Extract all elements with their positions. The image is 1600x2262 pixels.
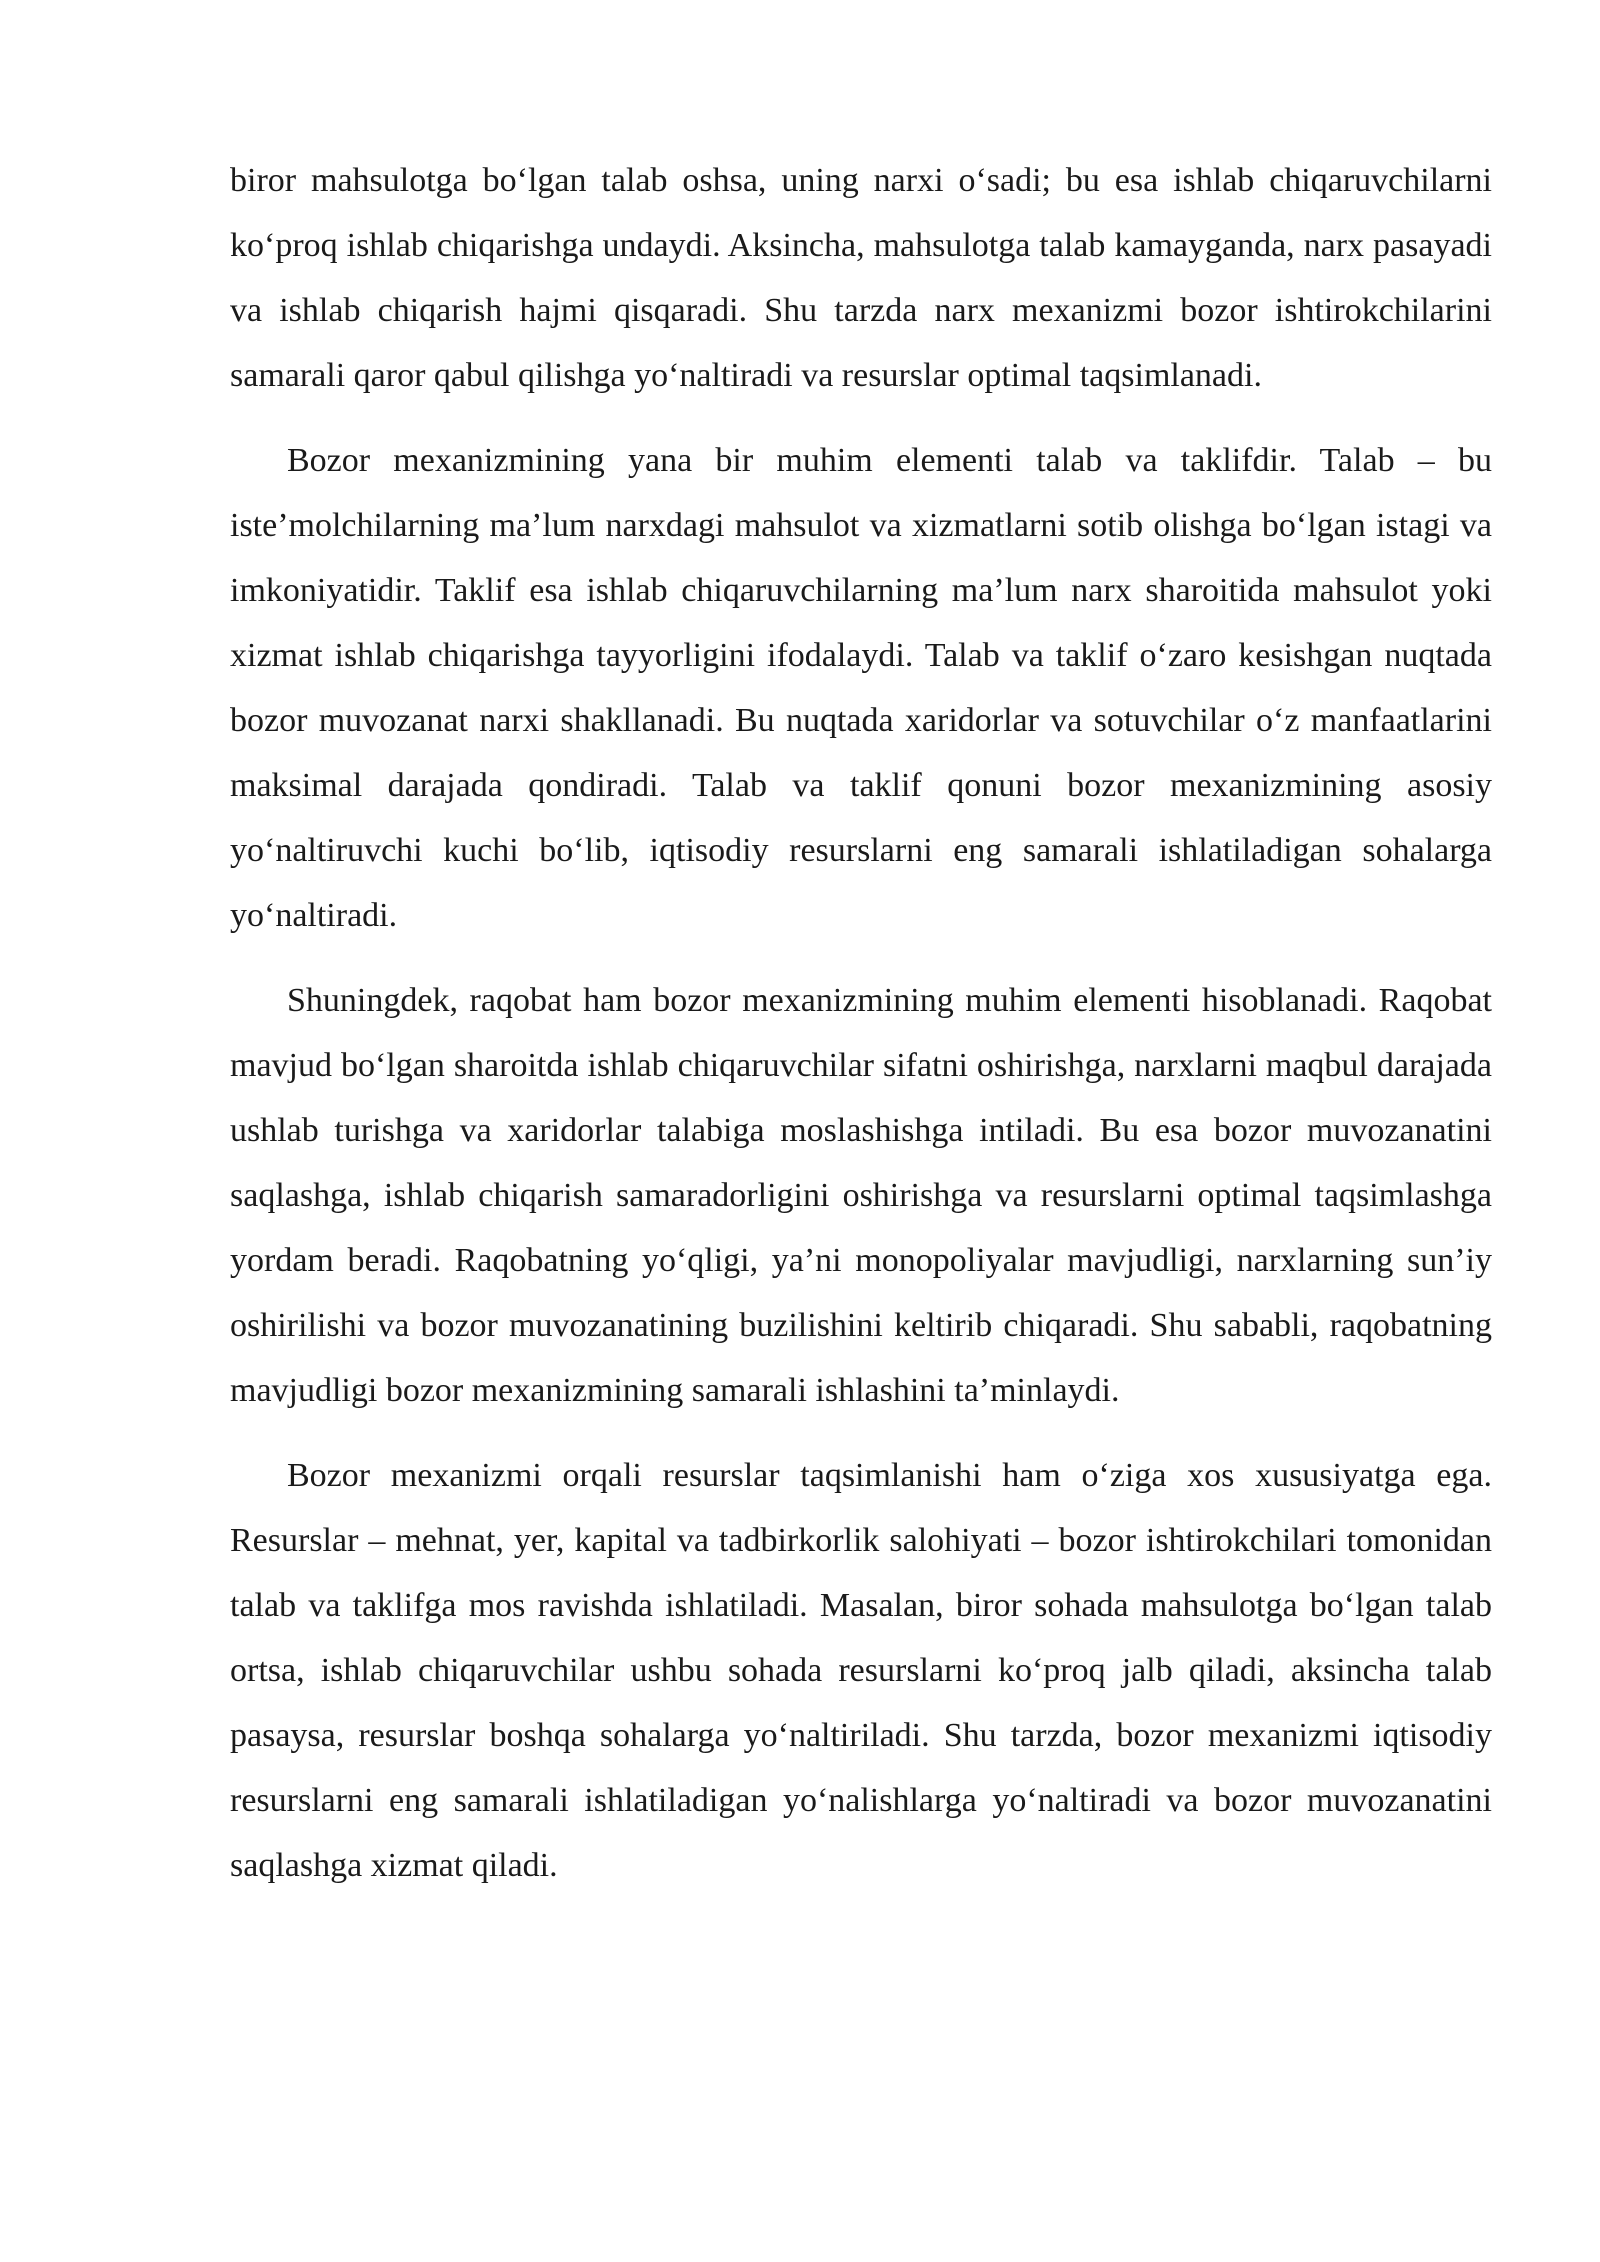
paragraph-resource-allocation: Bozor mexanizmi orqali resurslar taqsimlanishi ham o‘ziga xos xususiyatga ega. Resurslar – mehnat, yer, kapital va tadbirkorlik salohiyati – bozor ishtirokchilari tomonidan talab va taklifga mos ravishda ishlatiladi. Masalan, biror sohada mahsulotga bo‘lgan talab ortsa, ishlab chiqaruvchilar ushbu sohada resurslarni ko‘proq jalb qiladi, aksincha talab pasaysa, resurslar boshqa sohalarga yo‘naltiriladi. Shu tarzda, bozor mexanizmi iqtisodiy resurslarni eng samarali ishlatiladigan yo‘nalishlarga yo‘naltiradi va bozor muvozanatini saqlashga xizmat qiladi. [230, 1457, 1492, 1884]
document-body [230, 148, 1492, 1918]
paragraph-supply-demand: Bozor mexanizmining yana bir muhim elementi talab va taklifdir. Talab – bu iste’molchilarning ma’lum narxdagi mahsulot va xizmatlarni sotib olishga bo‘lgan istagi va imkoniyatidir. Taklif esa ishlab chiqaruvchilarning ma’lum narx sharoitida mahsulot yoki xizmat ishlab chiqarishga tayyorligini ifodalaydi. Talab va taklif o‘zaro kesishgan nuqtada bozor muvozanat narxi shakllanadi. Bu nuqtada xaridorlar va sotuvchilar o‘z manfaatlarini maksimal darajada qondiradi. Talab va taklif qonuni bozor mexanizmining asosiy yo‘naltiruvchi kuchi bo‘lib, iqtisodiy resurslarni eng samarali ishlatiladigan sohalarga yo‘naltiradi. [230, 442, 1492, 934]
paragraph-continuation: biror mahsulotga bo‘lgan talab oshsa, uning narxi o‘sadi; bu esa ishlab chiqaruvchilarni ko‘proq ishlab chiqarishga undaydi. Aksincha, mahsulotga talab kamayganda, narx pasayadi va ishlab chiqarish hajmi qisqaradi. Shu tarzda narx mexanizmi bozor ishtirokchilarini samarali qaror qabul qilishga yo‘naltiradi va resurslar optimal taqsimlanadi. [230, 162, 1492, 394]
paragraph-competition: Shuningdek, raqobat ham bozor mexanizmining muhim elementi hisoblanadi. Raqobat mavjud bo‘lgan sharoitda ishlab chiqaruvchilar sifatni oshirishga, narxlarni maqbul darajada ushlab turishga va xaridorlar talabiga moslashishga intiladi. Bu esa bozor muvozanatini saqlashga, ishlab chiqarish samaradorligini oshirishga va resurslarni optimal taqsimlashga yordam beradi. Raqobatning yo‘qligi, ya’ni monopoliyalar mavjudligi, narxlarning sun’iy oshirilishi va bozor muvozanatining buzilishini keltirib chiqaradi. Shu sababli, raqobatning mavjudligi bozor mexanizmining samarali ishlashini ta’minlaydi. [230, 982, 1492, 1409]
